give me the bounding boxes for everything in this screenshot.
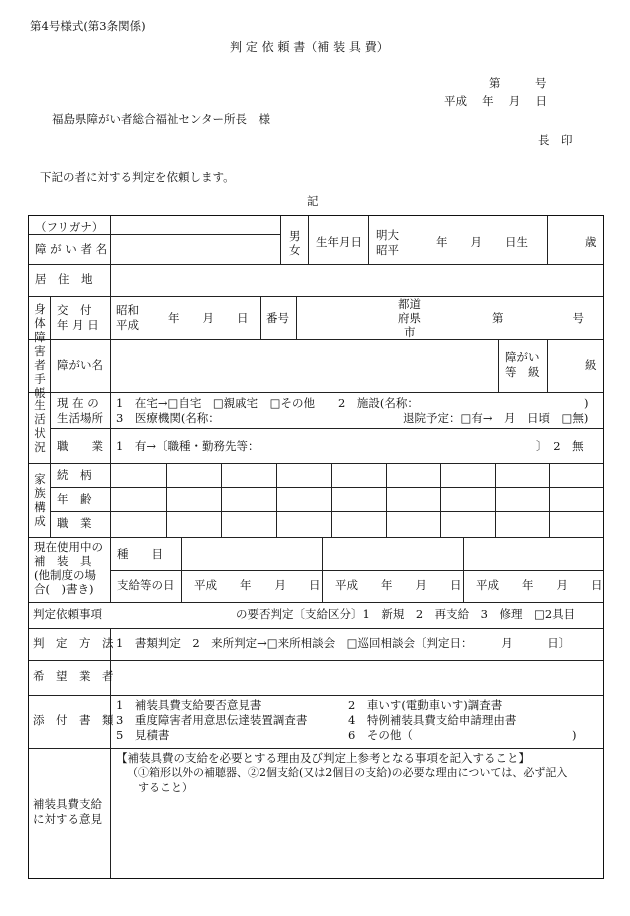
paid-date-1: 平成 年 月 日 — [194, 578, 321, 592]
opinion-heading: 【補装具費の支給を必要とする理由及び判定上参考となる事項を記入すること】 — [116, 751, 530, 765]
family-age-label: 年 齢 — [57, 492, 92, 506]
paid-date-3: 平成 年 月 日 — [476, 578, 603, 592]
birth-date-label: 生年月日 — [316, 235, 362, 249]
issue-era-showa[interactable]: 昭和 — [116, 303, 139, 317]
opinion-note-2: すること） — [138, 781, 193, 794]
date-label: 平成 年 月 日 — [444, 94, 547, 108]
sex-male[interactable]: 男 — [289, 229, 301, 243]
living-situation-label: 生活状況 — [34, 398, 46, 455]
discharge-plan[interactable]: 退院予定：□有→ 月 日頃 □無) — [403, 411, 589, 425]
attachment-paren: ) — [572, 728, 577, 742]
job-end[interactable]: 〕 2 無 — [536, 439, 584, 453]
disability-name-label: 障がい名 — [57, 358, 103, 372]
place-options-1[interactable]: 1 在宅→□自宅 □親戚宅 □その他 2 施設(名称： — [116, 396, 419, 410]
pref-city: 市 — [404, 325, 416, 339]
document-number-label: 第 号 — [489, 76, 547, 90]
opinion-label-1: 補装具費支給 — [33, 797, 102, 811]
era-showa-heisei[interactable]: 昭平 — [376, 243, 399, 257]
opinion-note: （①箱形以外の補聴器、②2個支給(又は2個目の支給)の必要な理由については、必ず記入 — [127, 766, 568, 779]
opinion-label-2: に対する意見 — [33, 812, 102, 826]
issue-label-1: 交 付 — [57, 303, 92, 317]
handbook-label: 身体障害者手帳 — [34, 302, 46, 401]
judge-request-label: 判定依頼事項 — [33, 607, 102, 621]
form-number: 第4号様式(第3条関係) — [30, 19, 146, 33]
opinion-field[interactable] — [112, 800, 600, 874]
attachment-6[interactable]: 6 その他（ — [348, 728, 413, 742]
grade-value: 級 — [585, 358, 597, 372]
pref-fuken: 府県 — [398, 311, 421, 325]
document-title: 判 定 依 頼 書（補 装 具 費） — [230, 40, 389, 54]
place-label-2: 生活場所 — [57, 411, 103, 425]
current-device-label-4: 合( )書き) — [34, 582, 94, 596]
sex-female[interactable]: 女 — [289, 243, 301, 257]
era-meiji-taisho[interactable]: 明大 — [376, 228, 399, 242]
paid-date-2: 平成 年 月 日 — [335, 578, 462, 592]
ki-label: 記 — [307, 194, 319, 208]
family-label: 家族構成 — [34, 472, 46, 529]
attachment-1[interactable]: 1 補装具費支給要否意見書 — [116, 698, 262, 712]
age-label: 歳 — [585, 235, 597, 249]
job-label: 職 業 — [57, 439, 103, 453]
place-options-2[interactable]: 3 医療機関(名称： — [116, 411, 220, 425]
family-job-label: 職 業 — [57, 516, 92, 530]
attachment-3[interactable]: 3 重度障害者用意思伝達装置調査書 — [116, 713, 308, 727]
signer-seal-label: 長 印 — [538, 133, 573, 147]
vendor-label: 希 望 業 者 — [33, 669, 114, 683]
address-label: 居 住 地 — [35, 272, 93, 286]
job-options[interactable]: 1 有→〔職種・勤務先等： — [116, 439, 260, 453]
kind-label: 種 目 — [117, 547, 163, 561]
birth-ymd: 年 月 日生 — [436, 235, 528, 249]
number-suffix: 第 号 — [492, 311, 584, 325]
name-label: 障 が い 者 名 — [35, 242, 108, 256]
pref-todo: 都道 — [398, 297, 421, 311]
issue-era-heisei[interactable]: 平成 — [116, 318, 139, 332]
issue-ymd: 年 月 日 — [168, 311, 249, 325]
current-device-label-1: 現在使用中の — [34, 540, 103, 554]
family-relation-label: 続 柄 — [57, 468, 92, 482]
addressee: 福島県障がい者総合福祉センター所長 様 — [52, 112, 271, 126]
method-label: 判 定 方 法 — [33, 636, 114, 650]
furigana-label: （フリガナ） — [35, 220, 104, 234]
attachment-5[interactable]: 5 見積書 — [116, 728, 170, 742]
grade-label-2: 等 級 — [505, 365, 540, 379]
current-device-label-3: (他制度の場 — [34, 568, 96, 582]
attachment-2[interactable]: 2 車いす(電動車いす)調査書 — [348, 698, 503, 712]
place-label-1: 現 在 の — [57, 396, 99, 410]
judge-request-options[interactable]: の要否判定〔支給区分〕1 新規 2 再支給 3 修理 □2具目 — [236, 607, 576, 621]
issue-label-2: 年 月 日 — [57, 318, 99, 332]
attachments-label: 添 付 書 類 — [33, 713, 114, 727]
current-device-label-2: 補 装 具 — [34, 554, 92, 568]
request-text: 下記の者に対する判定を依頼します。 — [40, 170, 235, 184]
attachment-4[interactable]: 4 特例補装具費支給申請理由書 — [348, 713, 517, 727]
number-label: 番号 — [266, 311, 289, 325]
paid-date-label: 支給等の日 — [117, 578, 175, 592]
grade-label-1: 障がい — [505, 350, 540, 364]
place-paren: ) — [584, 396, 589, 410]
method-options[interactable]: 1 書類判定 2 来所判定→□来所相談会 □巡回相談会〔判定日： 月 日〕 — [116, 636, 571, 650]
